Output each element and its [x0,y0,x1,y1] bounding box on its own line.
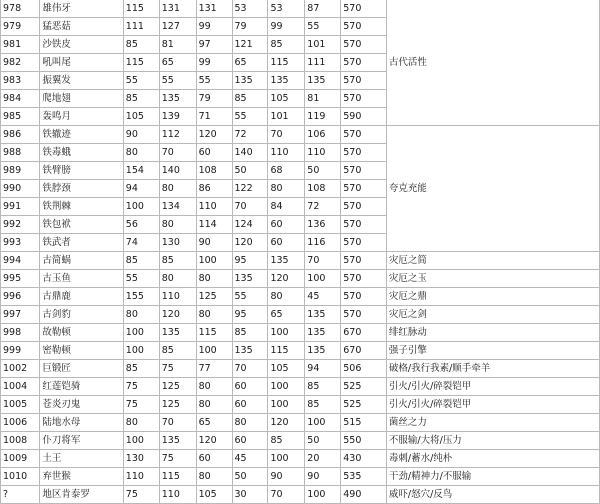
sp-defense-cell: 85 [268,36,305,54]
attack-cell: 85 [159,342,196,360]
speed-cell: 101 [305,36,341,54]
name-cell: 仆刀将军 [40,432,123,450]
hp-cell: 100 [123,342,159,360]
hp-cell: 56 [123,216,159,234]
total-cell: 570 [341,54,387,72]
name-cell: 铁脖颈 [40,180,123,198]
defense-cell: 100 [196,252,232,270]
name-cell: 古简蜗 [40,252,123,270]
defense-cell: 120 [196,126,232,144]
total-cell: 535 [341,468,387,486]
defense-cell: 86 [196,180,232,198]
id-cell: 994 [1,252,40,270]
total-cell: 570 [341,234,387,252]
id-cell: 996 [1,288,40,306]
sp-defense-cell: 70 [268,486,305,504]
id-cell: 999 [1,342,40,360]
sp-defense-cell: 135 [268,252,305,270]
attack-cell: 135 [159,324,196,342]
id-cell: 1009 [1,450,40,468]
total-cell: 525 [341,378,387,396]
total-cell: 490 [341,486,387,504]
name-cell: 铁毒蛾 [40,144,123,162]
attack-cell: 80 [159,180,196,198]
total-cell: 570 [341,252,387,270]
note-cell: 绯红脉动 [386,324,599,342]
name-cell: 振翼发 [40,72,123,90]
defense-cell: 99 [196,54,232,72]
sp-defense-cell: 80 [268,180,305,198]
defense-cell: 80 [196,468,232,486]
sp-defense-cell: 99 [268,18,305,36]
attack-cell: 134 [159,198,196,216]
hp-cell: 85 [123,360,159,378]
hp-cell: 115 [123,54,159,72]
sp-defense-cell: 105 [268,90,305,108]
sp-defense-cell: 84 [268,198,305,216]
total-cell: 525 [341,396,387,414]
name-cell: 古剑豹 [40,306,123,324]
table-row [1,396,600,414]
attack-cell: 80 [159,216,196,234]
note-cell: 破格/我行我素/顺手牵羊 [386,360,599,378]
attack-cell: 80 [159,270,196,288]
sp-attack-cell: 80 [232,414,268,432]
sp-attack-cell: 30 [232,486,268,504]
attack-cell: 140 [159,162,196,180]
total-cell: 430 [341,450,387,468]
hp-cell: 115 [123,0,159,18]
id-cell: 978 [1,0,40,18]
sp-defense-cell: 68 [268,162,305,180]
speed-cell: 135 [305,72,341,90]
note-cell: 强子引擎 [386,342,599,360]
speed-cell: 70 [305,252,341,270]
sp-defense-cell: 65 [268,306,305,324]
speed-cell: 55 [305,18,341,36]
name-cell: 轰鸣月 [40,108,123,126]
sp-defense-cell: 70 [268,126,305,144]
sp-attack-cell: 65 [232,54,268,72]
speed-cell: 45 [305,288,341,306]
name-cell: 古玉鱼 [40,270,123,288]
total-cell: 570 [341,144,387,162]
hp-cell: 100 [123,198,159,216]
sp-attack-cell: 72 [232,126,268,144]
speed-cell: 87 [305,0,341,18]
hp-cell: 80 [123,306,159,324]
sp-attack-cell: 121 [232,36,268,54]
total-cell: 570 [341,180,387,198]
attack-cell: 125 [159,396,196,414]
sp-attack-cell: 50 [232,162,268,180]
table-row [1,378,600,396]
name-cell: 爬地翅 [40,90,123,108]
sp-attack-cell: 79 [232,18,268,36]
hp-cell: 74 [123,234,159,252]
total-cell: 670 [341,342,387,360]
attack-cell: 55 [159,72,196,90]
attack-cell: 131 [159,0,196,18]
sp-defense-cell: 100 [268,396,305,414]
sp-defense-cell: 85 [268,432,305,450]
speed-cell: 81 [305,90,341,108]
total-cell: 670 [341,324,387,342]
hp-cell: 100 [123,324,159,342]
total-cell: 570 [341,90,387,108]
sp-defense-cell: 53 [268,0,305,18]
hp-cell: 105 [123,108,159,126]
hp-cell: 100 [123,432,159,450]
name-cell: 铁辙迹 [40,126,123,144]
hp-cell: 75 [123,486,159,504]
defense-cell: 108 [196,162,232,180]
attack-cell: 125 [159,378,196,396]
defense-cell: 131 [196,0,232,18]
hp-cell: 75 [123,378,159,396]
note-cell: 灾厄之玉 [386,270,599,288]
sp-defense-cell: 100 [268,378,305,396]
total-cell: 570 [341,36,387,54]
table-row [1,360,600,378]
hp-cell: 80 [123,144,159,162]
table-row [1,432,600,450]
sp-defense-cell: 115 [268,342,305,360]
sp-attack-cell: 122 [232,180,268,198]
defense-cell: 55 [196,72,232,90]
attack-cell: 75 [159,360,196,378]
table-row [1,324,600,342]
sp-attack-cell: 85 [232,324,268,342]
defense-cell: 60 [196,450,232,468]
speed-cell: 106 [305,126,341,144]
defense-cell: 120 [196,432,232,450]
total-cell: 570 [341,216,387,234]
id-cell: 998 [1,324,40,342]
name-cell: 密勒顿 [40,342,123,360]
name-cell: 古鼎鹿 [40,288,123,306]
defense-cell: 100 [196,342,232,360]
total-cell: 570 [341,0,387,18]
hp-cell: 130 [123,450,159,468]
attack-cell: 112 [159,126,196,144]
sp-defense-cell: 60 [268,234,305,252]
defense-cell: 80 [196,306,232,324]
speed-cell: 135 [305,324,341,342]
attack-cell: 130 [159,234,196,252]
speed-cell: 90 [305,468,341,486]
sp-attack-cell: 95 [232,252,268,270]
defense-cell: 80 [196,396,232,414]
table-row [1,288,600,306]
table-row [1,306,600,324]
speed-cell: 50 [305,432,341,450]
name-cell: 沙铁皮 [40,36,123,54]
sp-attack-cell: 55 [232,288,268,306]
speed-cell: 100 [305,414,341,432]
note-cell: 引火/引火/碎裂铠甲 [386,396,599,414]
attack-cell: 110 [159,288,196,306]
id-cell: 993 [1,234,40,252]
speed-cell: 50 [305,162,341,180]
speed-cell: 116 [305,234,341,252]
attack-cell: 70 [159,414,196,432]
sp-defense-cell: 110 [268,144,305,162]
id-cell: 985 [1,108,40,126]
defense-cell: 60 [196,144,232,162]
name-cell: 雄伟牙 [40,0,123,18]
sp-defense-cell: 120 [268,270,305,288]
attack-cell: 139 [159,108,196,126]
sp-attack-cell: 85 [232,90,268,108]
total-cell: 570 [341,126,387,144]
table-row [1,342,600,360]
hp-cell: 94 [123,180,159,198]
total-cell: 570 [341,270,387,288]
id-cell: 983 [1,72,40,90]
name-cell: 铁武者 [40,234,123,252]
table-row [1,252,600,270]
total-cell: 570 [341,162,387,180]
speed-cell: 94 [305,360,341,378]
total-cell: 570 [341,72,387,90]
id-cell: 1005 [1,396,40,414]
speed-cell: 108 [305,180,341,198]
attack-cell: 70 [159,144,196,162]
id-cell: 995 [1,270,40,288]
sp-attack-cell: 140 [232,144,268,162]
defense-cell: 90 [196,234,232,252]
attack-cell: 110 [159,486,196,504]
sp-attack-cell: 70 [232,360,268,378]
defense-cell: 80 [196,270,232,288]
sp-attack-cell: 60 [232,378,268,396]
hp-cell: 155 [123,288,159,306]
note-cell: 菌丝之力 [386,414,599,432]
note-cell: 灾厄之简 [386,252,599,270]
attack-cell: 120 [159,306,196,324]
note-cell: 不服输/大将/压力 [386,432,599,450]
defense-cell: 77 [196,360,232,378]
name-cell: 铁臂膀 [40,162,123,180]
id-cell: 1008 [1,432,40,450]
sp-defense-cell: 100 [268,324,305,342]
defense-cell: 115 [196,324,232,342]
sp-defense-cell: 115 [268,54,305,72]
speed-cell: 72 [305,198,341,216]
id-cell: 991 [1,198,40,216]
id-cell: 981 [1,36,40,54]
id-cell: 992 [1,216,40,234]
note-cell: 毒刺/蓄水/纯朴 [386,450,599,468]
id-cell: 1002 [1,360,40,378]
defense-cell: 125 [196,288,232,306]
hp-cell: 111 [123,18,159,36]
attack-cell: 135 [159,90,196,108]
speed-cell: 135 [305,306,341,324]
attack-cell: 81 [159,36,196,54]
hp-cell: 55 [123,72,159,90]
speed-cell: 110 [305,144,341,162]
sp-attack-cell: 60 [232,396,268,414]
sp-attack-cell: 135 [232,270,268,288]
name-cell: 弃世猴 [40,468,123,486]
defense-cell: 65 [196,414,232,432]
name-cell: 故勒顿 [40,324,123,342]
name-cell: 铁包袱 [40,216,123,234]
attack-cell: 115 [159,468,196,486]
id-cell: 986 [1,126,40,144]
ability-group-cell: 夸克充能 [386,126,599,252]
total-cell: 570 [341,198,387,216]
name-cell: 吼叫尾 [40,54,123,72]
sp-defense-cell: 80 [268,288,305,306]
hp-cell: 85 [123,252,159,270]
sp-attack-cell: 55 [232,108,268,126]
speed-cell: 100 [305,486,341,504]
speed-cell: 136 [305,216,341,234]
table-row [1,126,600,144]
hp-cell: 75 [123,396,159,414]
table-row [1,486,600,504]
attack-cell: 75 [159,450,196,468]
attack-cell: 135 [159,432,196,450]
id-cell: 1010 [1,468,40,486]
sp-defense-cell: 60 [268,216,305,234]
ability-group-cell: 古代活性 [386,0,599,126]
id-cell: 979 [1,18,40,36]
sp-attack-cell: 70 [232,198,268,216]
sp-attack-cell: 45 [232,450,268,468]
defense-cell: 114 [196,216,232,234]
name-cell: 苍炎刃鬼 [40,396,123,414]
defense-cell: 71 [196,108,232,126]
id-cell: 997 [1,306,40,324]
id-cell: ? [1,486,40,504]
sp-attack-cell: 124 [232,216,268,234]
speed-cell: 85 [305,378,341,396]
speed-cell: 85 [305,396,341,414]
total-cell: 590 [341,108,387,126]
name-cell: 铁荆棘 [40,198,123,216]
speed-cell: 111 [305,54,341,72]
total-cell: 506 [341,360,387,378]
defense-cell: 99 [196,18,232,36]
sp-defense-cell: 105 [268,360,305,378]
total-cell: 570 [341,306,387,324]
defense-cell: 110 [196,198,232,216]
id-cell: 1004 [1,378,40,396]
sp-attack-cell: 135 [232,342,268,360]
name-cell: 猛恶菇 [40,18,123,36]
table-row [1,468,600,486]
hp-cell: 55 [123,270,159,288]
note-cell: 威吓/怒穴/反鸟 [386,486,599,504]
id-cell: 1006 [1,414,40,432]
table-row [1,414,600,432]
note-cell: 引火/引火/碎裂铠甲 [386,378,599,396]
note-cell: 灾厄之鼎 [386,288,599,306]
name-cell: 巨锻匠 [40,360,123,378]
attack-cell: 127 [159,18,196,36]
attack-cell: 85 [159,252,196,270]
id-cell: 990 [1,180,40,198]
defense-cell: 97 [196,36,232,54]
sp-defense-cell: 90 [268,468,305,486]
sp-attack-cell: 120 [232,234,268,252]
sp-defense-cell: 135 [268,72,305,90]
sp-attack-cell: 50 [232,468,268,486]
hp-cell: 85 [123,90,159,108]
speed-cell: 20 [305,450,341,468]
sp-defense-cell: 100 [268,450,305,468]
note-cell: 干劲/精神力/不服输 [386,468,599,486]
hp-cell: 80 [123,414,159,432]
sp-attack-cell: 95 [232,306,268,324]
sp-attack-cell: 60 [232,432,268,450]
defense-cell: 105 [196,486,232,504]
defense-cell: 80 [196,378,232,396]
speed-cell: 119 [305,108,341,126]
total-cell: 570 [341,18,387,36]
total-cell: 570 [341,288,387,306]
id-cell: 989 [1,162,40,180]
sp-attack-cell: 135 [232,72,268,90]
attack-cell: 65 [159,54,196,72]
total-cell: 515 [341,414,387,432]
name-cell: 红莲铠骑 [40,378,123,396]
name-cell: 土王 [40,450,123,468]
hp-cell: 110 [123,468,159,486]
id-cell: 982 [1,54,40,72]
id-cell: 984 [1,90,40,108]
sp-defense-cell: 101 [268,108,305,126]
speed-cell: 135 [305,342,341,360]
sp-attack-cell: 53 [232,0,268,18]
name-cell: 陆地水母 [40,414,123,432]
defense-cell: 79 [196,90,232,108]
hp-cell: 90 [123,126,159,144]
note-cell: 灾厄之剑 [386,306,599,324]
table-row [1,270,600,288]
table-row [1,450,600,468]
id-cell: 988 [1,144,40,162]
total-cell: 550 [341,432,387,450]
speed-cell: 100 [305,270,341,288]
table-row [1,0,600,18]
hp-cell: 154 [123,162,159,180]
name-cell: 地区肯泰罗 [40,486,123,504]
hp-cell: 85 [123,36,159,54]
sp-defense-cell: 120 [268,414,305,432]
